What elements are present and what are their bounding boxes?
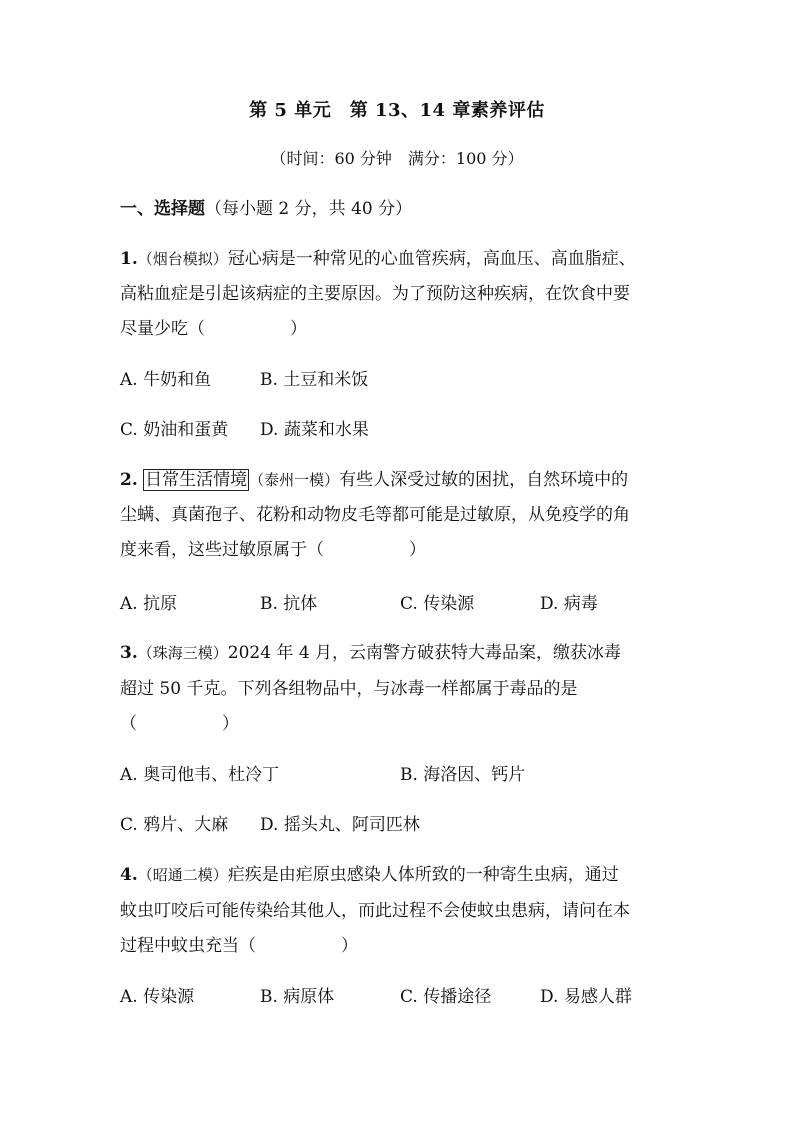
question-3-line-3: （ ） bbox=[120, 714, 239, 734]
option-c: C. 传播途径 bbox=[400, 987, 492, 1007]
question-number: 3. bbox=[120, 643, 138, 663]
option-a: A. 牛奶和鱼 bbox=[120, 370, 212, 390]
option-a: A. 抗原 bbox=[120, 594, 178, 614]
question-text: 2024 年 4 月，云南警方破获特大毒品案，缴获冰毒 bbox=[227, 643, 622, 663]
option-b: B. 土豆和米饭 bbox=[260, 370, 369, 390]
question-1-line-3: 尽量少吃（ ） bbox=[120, 319, 307, 339]
question-text: 有些人深受过敏的困扰，自然环境中的 bbox=[339, 470, 629, 490]
exam-info: （时间：60 分钟 满分：100 分） bbox=[270, 149, 524, 168]
option-d: D. 蔬菜和水果 bbox=[260, 420, 369, 440]
question-number: 4. bbox=[120, 865, 138, 885]
option-d: D. 病毒 bbox=[540, 594, 598, 614]
option-c: C. 传染源 bbox=[400, 594, 475, 614]
question-2-line-3: 度来看，这些过敏原属于（ ） bbox=[120, 540, 426, 560]
question-4-line-2: 蚊虫叮咬后可能传染给其他人，而此过程不会使蚊虫患病，请问在本 bbox=[120, 901, 630, 921]
page-title: 第 5 单元 第 13、14 章素养评估 bbox=[249, 100, 545, 121]
question-source: （泰州一模） bbox=[249, 471, 340, 489]
question-3-line-2: 超过 50 千克。下列各组物品中，与冰毒一样都属于毒品的是 bbox=[120, 679, 578, 699]
question-number: 1. bbox=[120, 249, 138, 269]
option-b: B. 病原体 bbox=[260, 987, 335, 1007]
option-c: C. 鸦片、大麻 bbox=[120, 815, 229, 835]
question-1-line-1 bbox=[120, 247, 636, 271]
question-1-line-2: 高粘血症是引起该病症的主要原因。为了预防这种疾病，在饮食中要 bbox=[120, 284, 630, 304]
option-a: A. 奥司他韦、杜冷丁 bbox=[120, 765, 280, 785]
option-b: B. 抗体 bbox=[260, 594, 318, 614]
question-4-line-3: 过程中蚊虫充当（ ） bbox=[120, 936, 358, 956]
question-text: 疟疾是由疟原虫感染人体所致的一种寄生虫病，通过 bbox=[227, 865, 619, 885]
option-b: B. 海洛因、钙片 bbox=[400, 765, 526, 785]
question-source: （昭通二模） bbox=[137, 866, 228, 884]
question-number: 2. bbox=[120, 470, 138, 490]
option-a: A. 传染源 bbox=[120, 987, 195, 1007]
section-note: （每小题 2 分，共 40 分） bbox=[205, 199, 413, 219]
context-tag: 日常生活情境 bbox=[145, 470, 248, 490]
question-2-line-2: 尘螨、真菌孢子、花粉和动物皮毛等都可能是过敏原，从免疫学的角 bbox=[120, 505, 630, 525]
option-d: D. 易感人群 bbox=[540, 987, 632, 1007]
question-3-line-1 bbox=[120, 641, 621, 665]
option-d: D. 摇头丸、阿司匹林 bbox=[260, 815, 420, 835]
section-title: 一、选择题 bbox=[120, 199, 205, 219]
question-source: （烟台模拟） bbox=[137, 250, 228, 268]
question-text: 冠心病是一种常见的心血管疾病，高血压、高血脂症、 bbox=[227, 249, 636, 269]
section-heading bbox=[120, 197, 412, 221]
question-source: （珠海三模） bbox=[137, 644, 228, 662]
question-2-line-1 bbox=[120, 468, 628, 492]
question-4-line-1 bbox=[120, 863, 619, 887]
option-c: C. 奶油和蛋黄 bbox=[120, 420, 229, 440]
